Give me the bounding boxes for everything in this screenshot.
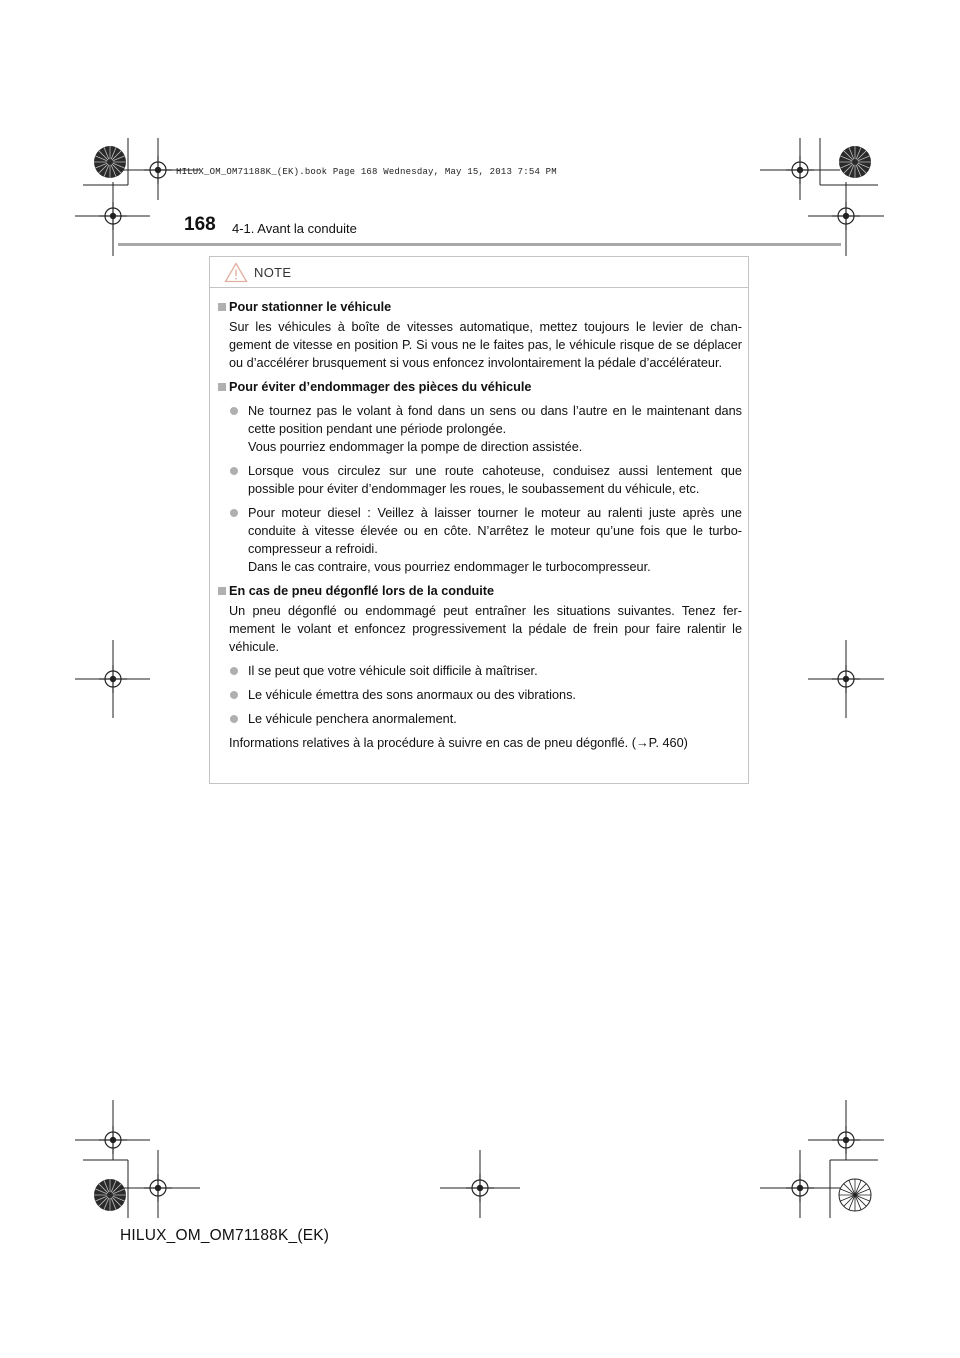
bullet-extra: Dans le cas contraire, vous pourriez endommager le turbocompresseur. bbox=[248, 560, 651, 574]
list-item: Il se peut que votre véhicule soit difficile à maîtriser. bbox=[219, 662, 742, 680]
round-bullet-icon bbox=[230, 467, 238, 475]
note-content bbox=[210, 288, 748, 752]
page-reference-text: Informations relatives à la procédure à suivre en cas de pneu dégonflé. (→P. 460) bbox=[229, 736, 688, 750]
note-box bbox=[209, 256, 749, 784]
round-bullet-icon bbox=[230, 691, 238, 699]
round-bullet-icon bbox=[230, 715, 238, 723]
note-section-damage bbox=[219, 378, 742, 576]
list-item: Lorsque vous circulez sur une route cahoteuse, conduisez aussi lentement que possible pour éviter d’endommager les roues, le soubassement du véhicule, etc. bbox=[219, 462, 742, 498]
header-rule bbox=[118, 243, 841, 246]
square-bullet-icon bbox=[218, 587, 226, 595]
section-heading: Pour stationner le véhicule bbox=[229, 300, 392, 314]
list-item: Ne tournez pas le volant à fond dans un sens ou dans l’autre en le maintenant dans cette position pendant une période prolongée. Vous pourriez endommager la pompe de direction assistée. bbox=[219, 402, 742, 456]
warning-triangle-icon bbox=[224, 262, 248, 283]
section-heading: Pour éviter d’endommager des pièces du véhicule bbox=[229, 380, 532, 394]
round-bullet-icon bbox=[230, 407, 238, 415]
square-bullet-icon bbox=[218, 303, 226, 311]
footer-code: HILUX_OM_OM71188K_(EK) bbox=[120, 1227, 330, 1244]
note-header bbox=[210, 257, 748, 288]
note-title: NOTE bbox=[254, 264, 292, 280]
list-item: Pour moteur diesel : Veillez à laisser tourner le moteur au ralenti juste après une conduite à vitesse élevée ou en côte. N’arrêtez le moteur qu’une fois que le turbo-compresseur a refroidi. Dans le cas contraire, vous pourriez endommager le turbocompresseur. bbox=[219, 504, 742, 576]
section-text: Un pneu dégonflé ou endommagé peut entraîner les situations suivantes. Tenez fer-mement le volant et enfoncez progressivement la pédale de frein pour faire ralentir le véhicule. bbox=[229, 604, 742, 654]
note-section-flat-tire bbox=[219, 582, 742, 752]
section-title: 4-1. Avant la conduite bbox=[232, 221, 357, 236]
print-info: HILUX_OM_OM71188K_(EK).book Page 168 Wednesday, May 15, 2013 7:54 PM bbox=[176, 167, 557, 177]
bullet-extra: Vous pourriez endommager la pompe de direction assistée. bbox=[248, 440, 583, 454]
page-number: 168 bbox=[184, 214, 216, 235]
note-section-parking bbox=[219, 298, 742, 372]
round-bullet-icon bbox=[230, 509, 238, 517]
square-bullet-icon bbox=[218, 383, 226, 391]
section-text: Sur les véhicules à boîte de vitesses automatique, mettez toujours le levier de chan-gement de vitesse en position P. Si vous ne le faites pas, le véhicule risque de se déplacer ou d’accélérer brusquement si vous enfoncez involontairement la pédale d’accélérateur. bbox=[229, 320, 742, 370]
list-item: Le véhicule penchera anormalement. bbox=[219, 710, 742, 728]
round-bullet-icon bbox=[230, 667, 238, 675]
list-item: Le véhicule émettra des sons anormaux ou des vibrations. bbox=[219, 686, 742, 704]
section-heading: En cas de pneu dégonflé lors de la conduite bbox=[229, 584, 495, 598]
